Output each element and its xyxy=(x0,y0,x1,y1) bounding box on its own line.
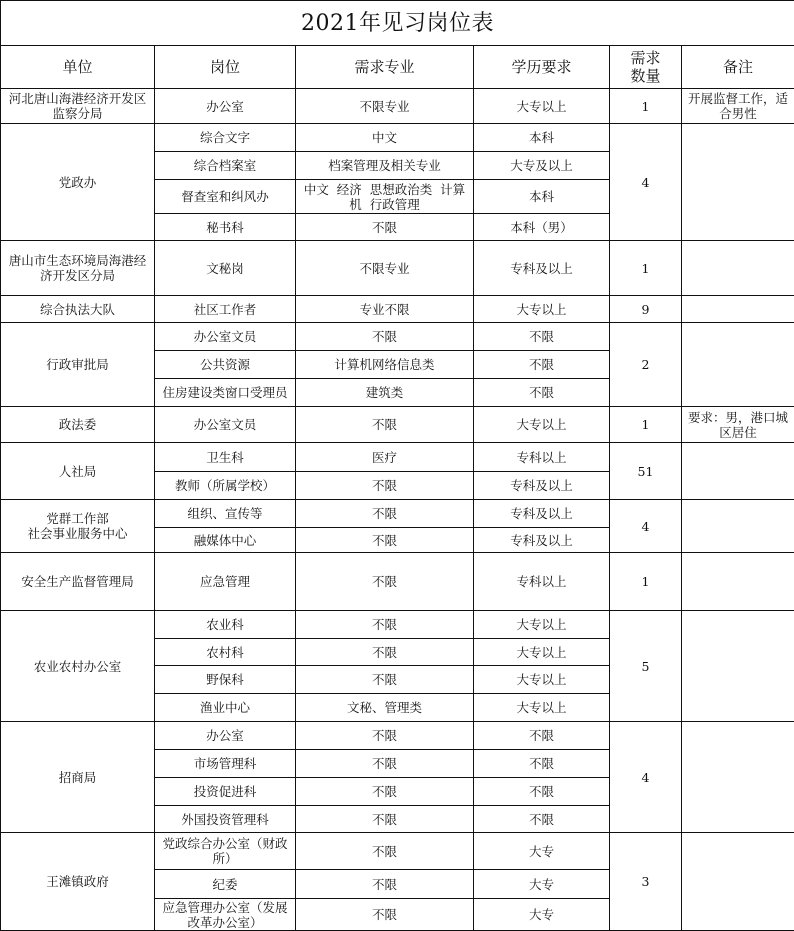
quantity-cell: 1 xyxy=(610,407,682,443)
education-cell: 大专以上 xyxy=(474,89,610,124)
unit-line: 党群工作部 xyxy=(46,511,109,526)
major-cell: 不限专业 xyxy=(296,241,474,296)
education-cell: 大专以上 xyxy=(474,611,610,639)
position-cell: 社区工作者 xyxy=(155,296,296,323)
major-cell: 中文 经济 思想政治类 计算机 行政管理 xyxy=(296,180,474,214)
note-cell xyxy=(682,443,794,500)
table-row xyxy=(1,611,794,639)
position-cell: 野保科 xyxy=(155,666,296,694)
position-cell: 教师（所属学校） xyxy=(155,472,296,500)
position-cell: 融媒体中心 xyxy=(155,528,296,553)
major-cell: 中文 xyxy=(296,124,474,152)
column-header-quantity xyxy=(610,46,682,89)
note-cell xyxy=(682,833,794,931)
quantity-cell: 4 xyxy=(610,124,682,241)
unit-cell: 政法委 xyxy=(1,407,155,443)
position-cell: 督查室和纠风办 xyxy=(155,180,296,214)
quantity-cell: 1 xyxy=(610,553,682,611)
major-cell: 档案管理及相关专业 xyxy=(296,152,474,180)
education-cell: 不限 xyxy=(474,750,610,778)
major-cell: 不限 xyxy=(296,472,474,500)
table-row xyxy=(1,241,794,296)
column-header-note: 备注 xyxy=(682,46,794,89)
table-row xyxy=(1,500,794,528)
table-row xyxy=(1,553,794,611)
unit-cell: 唐山市生态环境局海港经济开发区分局 xyxy=(1,241,155,296)
education-cell: 大专 xyxy=(474,899,610,931)
education-cell: 大专以上 xyxy=(474,407,610,443)
education-cell: 大专以上 xyxy=(474,296,610,323)
major-cell: 不限 xyxy=(296,323,474,351)
quantity-cell: 1 xyxy=(610,89,682,124)
major-cell: 不限 xyxy=(296,722,474,750)
major-cell: 不限 xyxy=(296,666,474,694)
education-cell: 大专以上 xyxy=(474,639,610,666)
education-cell: 专科以上 xyxy=(474,553,610,611)
position-cell: 应急管理办公室（发展改革办公室） xyxy=(155,899,296,931)
major-cell: 文秘、管理类 xyxy=(296,694,474,722)
major-cell: 医疗 xyxy=(296,443,474,472)
education-cell: 大专 xyxy=(474,833,610,870)
unit-line: 社会事业服务中心 xyxy=(27,526,128,541)
education-cell: 大专以上 xyxy=(474,666,610,694)
education-cell: 不限 xyxy=(474,806,610,833)
unit-cell: 安全生产监督管理局 xyxy=(1,553,155,611)
position-cell: 外国投资管理科 xyxy=(155,806,296,833)
quantity-cell: 1 xyxy=(610,241,682,296)
position-cell: 办公室文员 xyxy=(155,407,296,443)
position-cell: 文秘岗 xyxy=(155,241,296,296)
education-cell: 专科及以上 xyxy=(474,500,610,528)
quantity-cell: 4 xyxy=(610,500,682,553)
major-cell: 不限 xyxy=(296,639,474,666)
quantity-cell: 4 xyxy=(610,722,682,833)
major-cell: 不限 xyxy=(296,899,474,931)
education-cell: 不限 xyxy=(474,778,610,806)
table-title: 2021年见习岗位表 xyxy=(1,1,794,46)
education-cell: 大专以上 xyxy=(474,694,610,722)
table-row xyxy=(1,833,794,870)
header-row xyxy=(1,46,794,89)
note-cell xyxy=(682,296,794,323)
major-cell: 不限 xyxy=(296,407,474,443)
column-header-unit: 单位 xyxy=(1,46,155,89)
note-cell xyxy=(682,241,794,296)
position-cell: 投资促进科 xyxy=(155,778,296,806)
position-cell: 农村科 xyxy=(155,639,296,666)
education-cell: 本科（男） xyxy=(474,214,610,241)
note-cell xyxy=(682,611,794,722)
education-cell: 大专 xyxy=(474,870,610,899)
position-cell: 应急管理 xyxy=(155,553,296,611)
table-row xyxy=(1,407,794,443)
quantity-cell: 51 xyxy=(610,443,682,500)
column-header-position: 岗位 xyxy=(155,46,296,89)
unit-cell: 农业农村办公室 xyxy=(1,611,155,722)
position-cell: 综合档案室 xyxy=(155,152,296,180)
unit-cell: 王滩镇政府 xyxy=(1,833,155,931)
table-body xyxy=(1,89,794,931)
unit-cell: 人社局 xyxy=(1,443,155,500)
education-cell: 不限 xyxy=(474,323,610,351)
position-cell: 党政综合办公室（财政所） xyxy=(155,833,296,870)
note-cell: 要求：男，港口城区居住 xyxy=(682,407,794,443)
major-cell: 计算机网络信息类 xyxy=(296,351,474,379)
major-cell: 不限 xyxy=(296,500,474,528)
position-cell: 渔业中心 xyxy=(155,694,296,722)
position-cell: 卫生科 xyxy=(155,443,296,472)
note-cell xyxy=(682,722,794,833)
unit-cell: 综合执法大队 xyxy=(1,296,155,323)
position-cell: 办公室文员 xyxy=(155,323,296,351)
position-cell: 公共资源 xyxy=(155,351,296,379)
position-cell: 综合文字 xyxy=(155,124,296,152)
education-cell: 不限 xyxy=(474,379,610,407)
position-cell: 农业科 xyxy=(155,611,296,639)
unit-cell: 行政审批局 xyxy=(1,323,155,407)
major-cell: 不限 xyxy=(296,870,474,899)
unit-cell: 招商局 xyxy=(1,722,155,833)
major-cell: 专业不限 xyxy=(296,296,474,323)
quantity-cell: 5 xyxy=(610,611,682,722)
major-cell: 不限 xyxy=(296,778,474,806)
quantity-header-line-2: 数量 xyxy=(630,67,661,85)
title-row xyxy=(1,1,794,46)
position-cell: 市场管理科 xyxy=(155,750,296,778)
unit-cell xyxy=(1,500,155,553)
major-cell: 不限 xyxy=(296,528,474,553)
education-cell: 专科及以上 xyxy=(474,472,610,500)
major-cell: 不限 xyxy=(296,611,474,639)
education-cell: 大专及以上 xyxy=(474,152,610,180)
position-cell: 组织、宣传等 xyxy=(155,500,296,528)
table-row xyxy=(1,124,794,152)
education-cell: 专科及以上 xyxy=(474,528,610,553)
major-cell: 不限 xyxy=(296,214,474,241)
column-header-major: 需求专业 xyxy=(296,46,474,89)
column-header-education: 学历要求 xyxy=(474,46,610,89)
table-row xyxy=(1,296,794,323)
position-cell: 办公室 xyxy=(155,722,296,750)
position-cell: 秘书科 xyxy=(155,214,296,241)
table-row xyxy=(1,722,794,750)
note-cell xyxy=(682,124,794,241)
education-cell: 不限 xyxy=(474,351,610,379)
position-cell: 办公室 xyxy=(155,89,296,124)
major-cell: 不限 xyxy=(296,553,474,611)
major-cell: 建筑类 xyxy=(296,379,474,407)
quantity-cell: 3 xyxy=(610,833,682,931)
note-cell: 开展监督工作，适合男性 xyxy=(682,89,794,124)
major-cell: 不限 xyxy=(296,750,474,778)
table-row xyxy=(1,443,794,472)
quantity-cell: 9 xyxy=(610,296,682,323)
unit-cell: 河北唐山海港经济开发区监察分局 xyxy=(1,89,155,124)
quantity-header-line-1: 需求 xyxy=(630,49,661,67)
note-cell xyxy=(682,553,794,611)
table-row xyxy=(1,89,794,124)
note-cell xyxy=(682,500,794,553)
position-cell: 住房建设类窗口受理员 xyxy=(155,379,296,407)
position-cell: 纪委 xyxy=(155,870,296,899)
major-cell: 不限专业 xyxy=(296,89,474,124)
note-cell xyxy=(682,323,794,407)
unit-cell: 党政办 xyxy=(1,124,155,241)
quantity-cell: 2 xyxy=(610,323,682,407)
education-cell: 专科及以上 xyxy=(474,241,610,296)
education-cell: 不限 xyxy=(474,722,610,750)
major-cell: 不限 xyxy=(296,833,474,870)
education-cell: 专科以上 xyxy=(474,443,610,472)
major-cell: 不限 xyxy=(296,806,474,833)
education-cell: 本科 xyxy=(474,124,610,152)
education-cell: 本科 xyxy=(474,180,610,214)
table-row xyxy=(1,323,794,351)
